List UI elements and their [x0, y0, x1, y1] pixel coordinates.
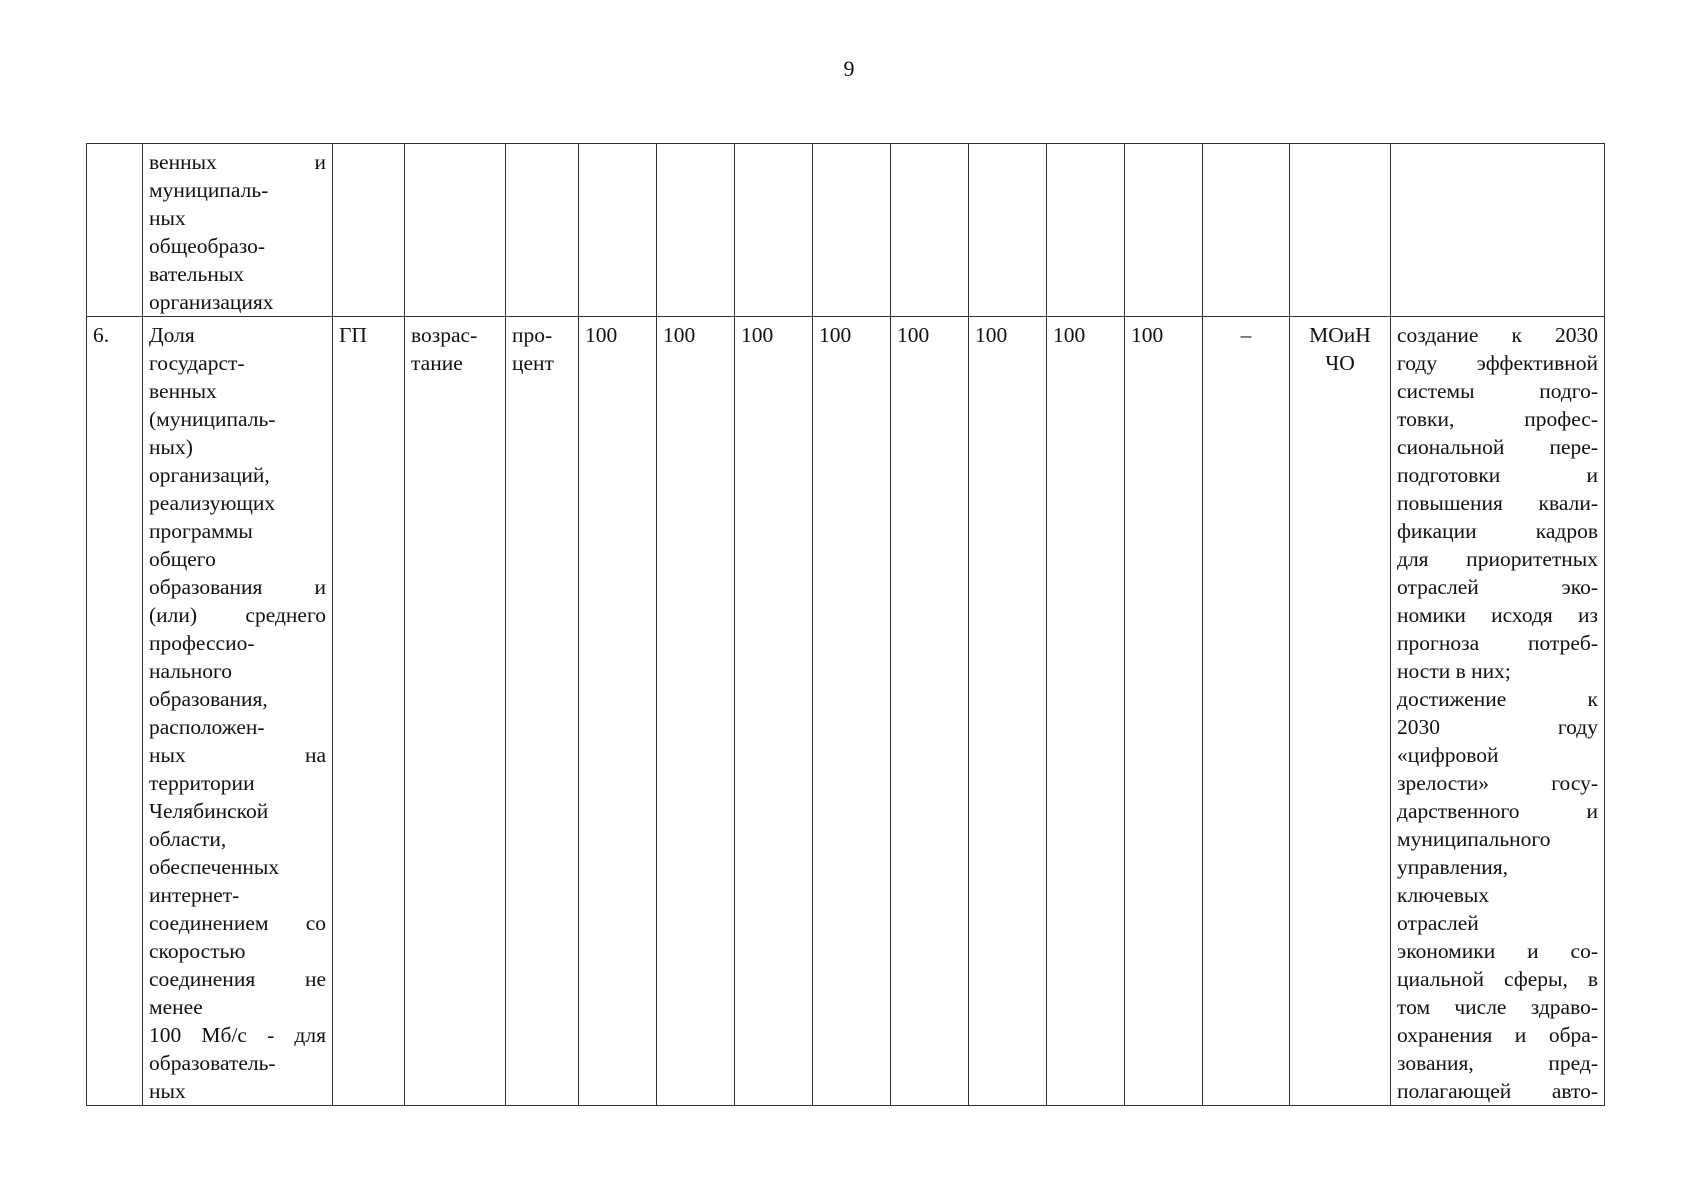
text-line: муниципаль- — [149, 178, 269, 202]
table-row — [87, 317, 1605, 1106]
unit-cell — [506, 317, 579, 1106]
value-cell — [891, 144, 969, 317]
trend-cell — [405, 144, 506, 317]
text-line: соединения не — [149, 967, 326, 991]
trend-line: тание — [411, 351, 463, 375]
dash-cell: – — [1203, 317, 1290, 1106]
table-row — [87, 144, 1605, 317]
text-line: программы — [149, 519, 253, 543]
value-cell: 100 — [1047, 317, 1125, 1106]
text-line: 100 Мб/с - для — [149, 1023, 326, 1047]
indicators-table — [86, 143, 1605, 1106]
text-line: ности в них; — [1397, 659, 1511, 683]
text-line: территории — [149, 771, 255, 795]
text-line: циальной сферы, в — [1397, 967, 1598, 991]
text-line: общего — [149, 547, 216, 571]
text-line: интернет- — [149, 883, 240, 907]
text-line: ных — [149, 1079, 186, 1103]
goal-cell — [1391, 317, 1605, 1106]
value-cell: 100 — [657, 317, 735, 1106]
dash-cell — [1203, 144, 1290, 317]
text-line: экономики и со- — [1397, 939, 1598, 963]
value-cell: 100 — [969, 317, 1047, 1106]
row-number-cell — [87, 144, 143, 317]
text-line: подготовки и — [1397, 463, 1598, 487]
text-line: профессио- — [149, 631, 255, 655]
goal-cell — [1391, 144, 1605, 317]
value-cell — [735, 144, 813, 317]
text-line: управления, — [1397, 855, 1508, 879]
text-line: прогноза потреб- — [1397, 631, 1598, 655]
text-line: области, — [149, 827, 227, 851]
trend-line: возрас- — [411, 323, 478, 347]
text-line: образования, — [149, 687, 268, 711]
text-line: государст- — [149, 351, 245, 375]
text-line: охранения и обра- — [1397, 1023, 1598, 1047]
source-cell — [333, 144, 405, 317]
text-line: венных — [149, 379, 217, 403]
text-line: соединением со — [149, 911, 326, 935]
page-number: 9 — [843, 56, 855, 81]
text-line: Доля — [149, 323, 195, 347]
text-line: образования и — [149, 575, 326, 599]
text-line: расположен- — [149, 715, 265, 739]
unit-line: про- — [512, 323, 553, 347]
value-cell — [657, 144, 735, 317]
responsible-line: МОиН — [1309, 323, 1371, 347]
text-line: муниципального — [1397, 827, 1551, 851]
text-line: отраслей — [1397, 911, 1479, 935]
text-line: ных) — [149, 435, 193, 459]
text-line: нального — [149, 659, 233, 683]
text-line: для приоритетных — [1397, 547, 1598, 571]
text-line: ключевых — [1397, 883, 1490, 907]
value-cell — [1125, 144, 1203, 317]
text-line: повышения квали- — [1397, 491, 1598, 515]
text-line: организаций, — [149, 463, 270, 487]
text-line: менее — [149, 995, 203, 1019]
value-cell: 100 — [579, 317, 657, 1106]
text-line: отраслей эко- — [1397, 575, 1598, 599]
text-line: году эффективной — [1397, 351, 1598, 375]
text-line: дарственного и — [1397, 799, 1598, 823]
text-line: ных на — [149, 743, 326, 767]
text-line: том числе здраво- — [1397, 995, 1598, 1019]
value-cell — [1047, 144, 1125, 317]
value-cell — [813, 144, 891, 317]
text-line: (или) среднего — [149, 603, 326, 627]
source-cell: ГП — [333, 317, 405, 1106]
text-line: образователь- — [149, 1051, 276, 1075]
indicator-name-cell — [143, 144, 333, 317]
text-line: зрелости» госу- — [1397, 771, 1598, 795]
text-line: общеобразо- — [149, 234, 266, 258]
text-line: организациях — [149, 290, 274, 314]
text-line: достижение к — [1397, 687, 1598, 711]
responsible-cell — [1290, 317, 1391, 1106]
text-line: создание к 2030 — [1397, 323, 1598, 347]
text-line: (муниципаль- — [149, 407, 276, 431]
text-line: вательных — [149, 262, 245, 286]
text-line: товки, профес- — [1397, 407, 1598, 431]
unit-cell — [506, 144, 579, 317]
responsible-line: ЧО — [1325, 351, 1355, 375]
unit-line: цент — [512, 351, 554, 375]
text-line: обеспеченных — [149, 855, 280, 879]
value-cell — [579, 144, 657, 317]
text-line: фикации кадров — [1397, 519, 1598, 543]
text-line: «цифровой — [1397, 743, 1499, 767]
indicator-name-cell — [143, 317, 333, 1106]
value-cell: 100 — [1125, 317, 1203, 1106]
text-line: номики исходя из — [1397, 603, 1598, 627]
text-line: Челябинской — [149, 799, 269, 823]
text-line: скоростью — [149, 939, 246, 963]
text-line: реализующих — [149, 491, 276, 515]
responsible-cell — [1290, 144, 1391, 317]
value-cell — [969, 144, 1047, 317]
text-line: ных — [149, 206, 186, 230]
text-line: полагающей авто- — [1397, 1079, 1598, 1103]
text-line: зования, пред- — [1397, 1051, 1598, 1075]
value-cell: 100 — [813, 317, 891, 1106]
text-line: венных и — [149, 150, 326, 174]
row-number-cell: 6. — [87, 317, 143, 1106]
value-cell: 100 — [735, 317, 813, 1106]
text-line: системы подго- — [1397, 379, 1598, 403]
trend-cell — [405, 317, 506, 1106]
text-line: сиональной пере- — [1397, 435, 1598, 459]
text-line: 2030 году — [1397, 715, 1598, 739]
value-cell: 100 — [891, 317, 969, 1106]
